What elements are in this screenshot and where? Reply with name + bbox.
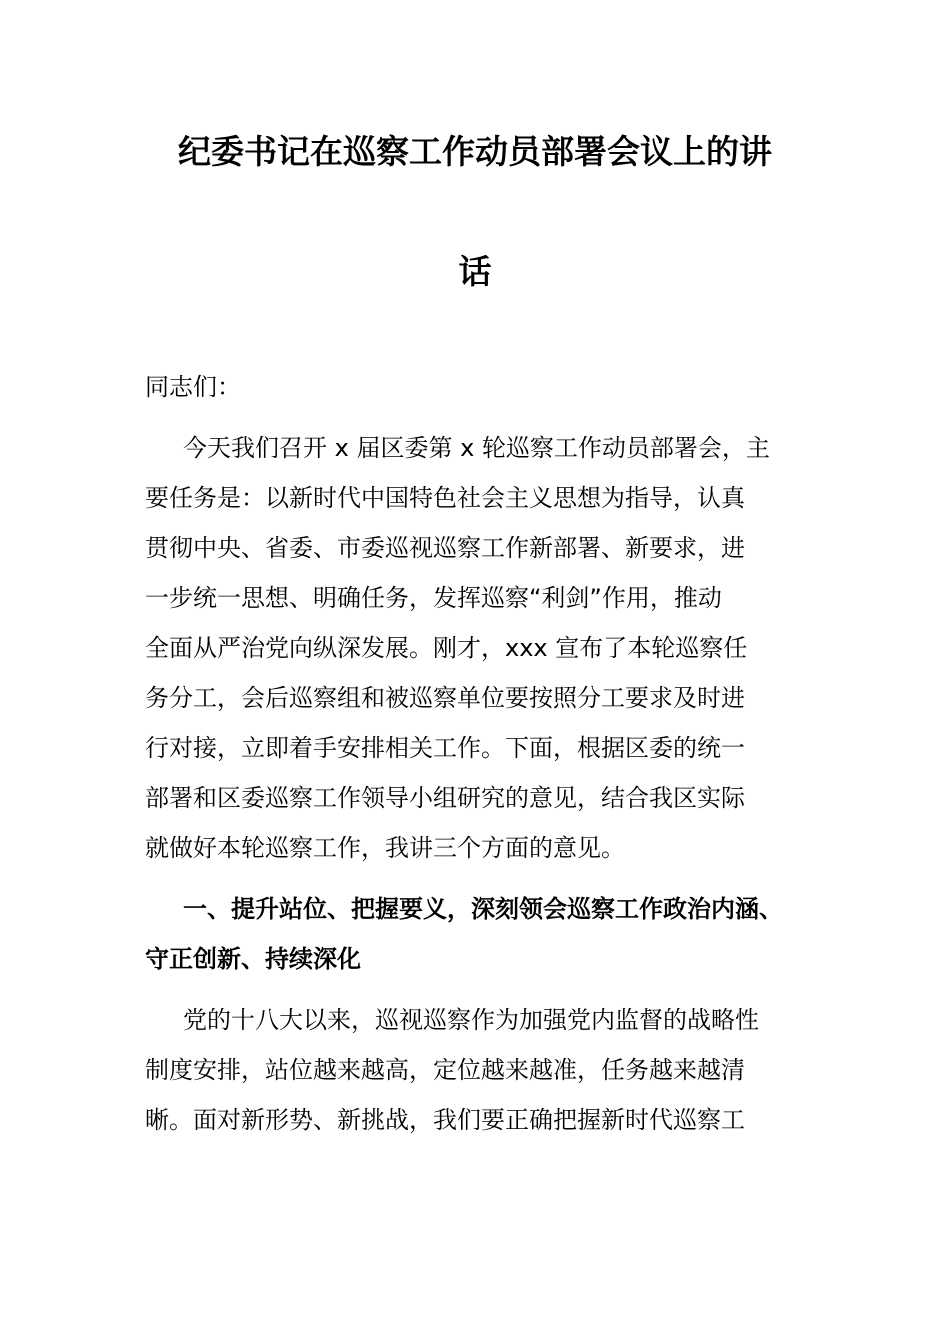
paragraph-line: 党的十八大以来，巡视巡察作为加强党内监督的战略性 xyxy=(183,1006,759,1034)
paragraph-line: 就做好本轮巡察工作，我讲三个方面的意见。 xyxy=(145,834,625,862)
salutation-text: 同志们： xyxy=(145,373,241,401)
paragraph-line: 今天我们召开 x 届区委第 x 轮巡察工作动员部署会，主 xyxy=(183,434,770,462)
paragraph-1 xyxy=(145,423,815,873)
paragraph-line: 部署和区委巡察工作领导小组研究的意见，结合我区实际 xyxy=(145,784,745,812)
paragraph-2 xyxy=(145,995,815,1145)
paragraph-line: 制度安排，站位越来越高，定位越来越准，任务越来越清 xyxy=(145,1056,745,1084)
paragraph-line: 全面从严治党向纵深发展。刚才，xxx 宣布了本轮巡察任 xyxy=(145,634,748,662)
section-heading-line: 一、提升站位、把握要义，深刻领会巡察工作政治内涵、 xyxy=(183,895,783,923)
paragraph-line: 一步统一思想、明确任务，发挥巡察“利剑”作用，推动 xyxy=(145,584,722,612)
paragraph-line: 要任务是：以新时代中国特色社会主义思想为指导，认真 xyxy=(145,484,745,512)
paragraph-line: 务分工，会后巡察组和被巡察单位要按照分工要求及时进 xyxy=(145,684,745,712)
paragraph-line: 行对接，立即着手安排相关工作。下面，根据区委的统一 xyxy=(145,734,745,762)
section-heading-1 xyxy=(145,884,815,984)
paragraph-line: 贯彻中央、省委、市委巡视巡察工作新部署、新要求，进 xyxy=(145,534,745,562)
section-heading-line: 守正创新、持续深化 xyxy=(145,945,361,973)
document-title-line-2: 话 xyxy=(458,252,492,291)
document-title-line-1: 纪委书记在巡察工作动员部署会议上的讲 xyxy=(178,132,772,171)
paragraph-line: 晰。面对新形势、新挑战，我们要正确把握新时代巡察工 xyxy=(145,1106,745,1134)
salutation xyxy=(145,362,815,412)
